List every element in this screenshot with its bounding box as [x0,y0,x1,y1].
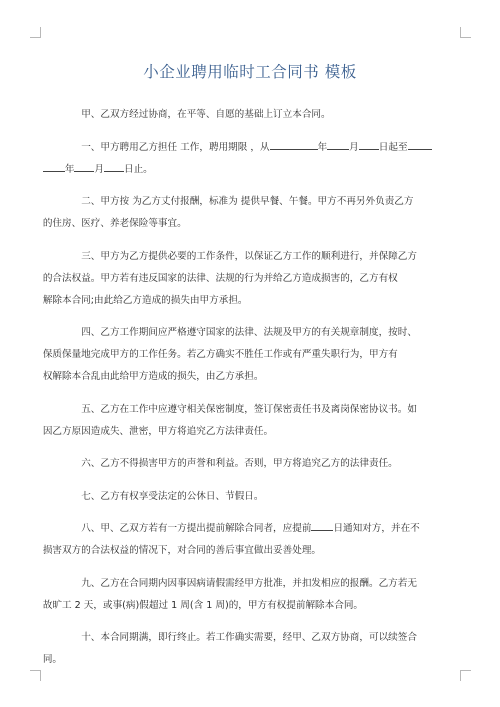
paragraph-line [62,104,436,126]
line-text: 四、乙方工作期间应严格遵守国家的法律、法规及甲方的有关规章制度，按时、 [81,327,417,338]
paragraph-line [43,213,436,235]
paragraph-line [62,453,436,475]
contract-paragraph [62,104,436,126]
document-title: 小企业聘用临时工合同书 模板 [143,63,357,81]
contract-paragraph [42,322,436,388]
contract-paragraph [42,246,436,312]
fill-in-blank[interactable] [270,139,318,150]
paragraph-line [62,573,436,595]
paragraph-line [62,518,436,540]
paragraph-line [43,290,436,312]
line-text: 八、甲、乙双方若有一方提出提前解除合同者，应提前 [81,523,312,534]
line-text: 同。 [42,654,62,665]
paragraph-line [43,344,436,366]
contract-paragraph [42,191,436,235]
paragraph-line [62,246,436,268]
line-text: 月 [349,141,359,153]
line-text: 权解除本合乱由此给甲方造成的损失，由乙方承担。 [42,371,264,382]
paragraph-line [43,595,436,617]
contract-paragraph [62,453,436,475]
paragraph-line [62,191,436,213]
line-text: 七、乙方有权享受法定的公休日、节假日。 [81,490,264,502]
paragraph-line [43,268,436,290]
paragraph-line [43,366,436,388]
line-text: 损害双方的合法权益的情况下，对合同的善后事宜做出妥善处理。 [42,545,322,556]
line-text: 年 [317,141,328,153]
line-text: 保质保量地完成甲方的工作任务。若乙方确实不胜任工作或有严重失职行为，甲方有 [42,349,398,360]
line-text: 三、甲方为乙方提供必要的工作条件，以保证乙方工作的顺利进行，并保障乙方 [81,250,417,262]
contract-paragraph [42,518,436,562]
line-text: 因乙方原因造成失、泄密，甲方将追究乙方法律责任。 [42,425,274,437]
line-text: 日通知对方，并在不 [333,523,420,534]
paragraph-line [43,159,436,181]
line-text: 甲、乙双方经过协商，在平等、自愿的基础上订立本合同。 [81,109,331,120]
line-text: 二、甲方按 为乙方丈付报酬，标准为 提供早餐、午餐。甲方不再另外负责乙方 [81,196,414,207]
document-body [42,104,436,682]
fill-in-blank[interactable] [408,139,432,150]
fill-in-blank[interactable] [43,161,65,172]
corner-mark-top-right [460,27,471,38]
line-text: 九、乙方在合同期内因事因病请假需经甲方批准，并扣发相应的报酬。乙方若无 [81,577,417,589]
line-text: 的合法权益。甲方若有违反国家的法律、法规的行为并给乙方造成损害的，乙方有权 [42,272,398,284]
contract-paragraph [42,627,436,671]
line-text: 年 [64,163,75,175]
paragraph-line [62,486,436,508]
corner-mark-bottom-left [30,670,41,681]
corner-mark-top-left [30,27,41,38]
fill-in-blank[interactable] [311,520,333,531]
corner-mark-bottom-right [460,670,471,681]
contract-paragraph [42,573,436,617]
line-text: 解除本合同;由此给乙方造成的损失由甲方承担。 [42,294,248,306]
line-text: 六、乙方不得损害甲方的声誉和利益。否则，甲方将追究乙方的法律责任。 [81,458,398,469]
fill-in-blank[interactable] [104,161,124,172]
contract-paragraph [42,399,436,443]
fill-in-blank[interactable] [74,161,94,172]
fill-in-blank[interactable] [327,139,349,150]
contract-paragraph [62,486,436,508]
paragraph-line [43,649,436,671]
paragraph-line [43,421,436,443]
line-text: 日止。 [124,163,153,175]
paragraph-line [62,137,436,159]
paragraph-line [62,322,436,344]
line-text: 十、本合同期满，即行终止。若工作确实需要，经甲、乙双方协商，可以续签合 [81,632,417,643]
line-text: 一、甲方聘用乙方担任 工作，聘用期限 ，从 [81,141,270,153]
fill-in-blank[interactable] [359,139,379,150]
line-text: 日起至 [378,141,408,153]
paragraph-line [62,399,436,421]
line-text: 五、乙方在工作中应遵守相关保密制度，签订保密责任书及离岗保密协议书。如 [81,403,417,415]
line-text: 故旷工 2 天，或事(病)假超过 1 周(含 1 周)的，甲方有权提前解除本合同。 [42,599,364,611]
contract-paragraph [62,137,436,181]
line-text: 的住房、医疗、养老保险等事宜。 [42,218,187,229]
paragraph-line [62,627,436,649]
line-text: 月 [94,163,104,175]
paragraph-line [43,540,436,562]
